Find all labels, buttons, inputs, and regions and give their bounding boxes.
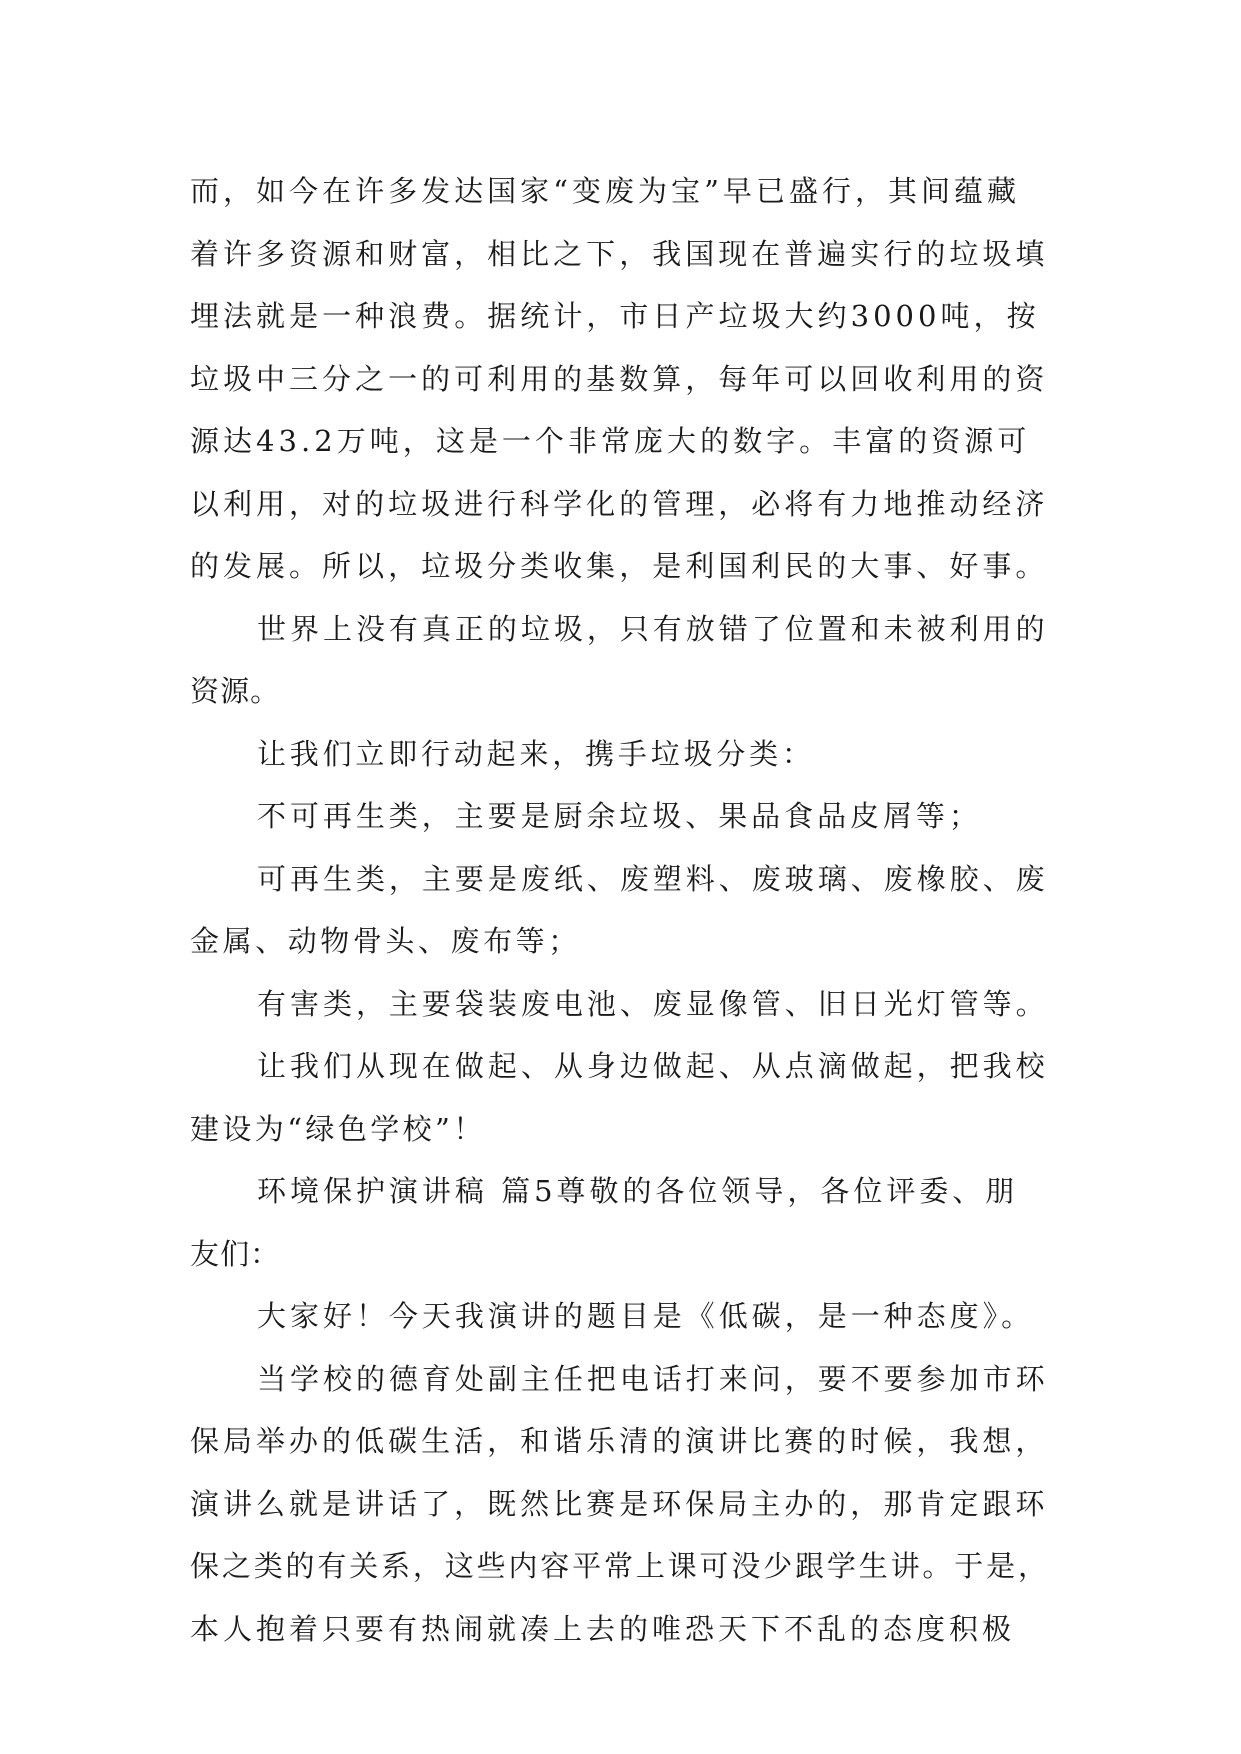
text-line: 让我们从现在做起、从身边做起、从点滴做起，把我校: [257, 1049, 1049, 1083]
text-line: 金属、动物骨头、废布等；: [190, 924, 581, 958]
text-line: 埋法就是一种浪费。据统计，市日产垃圾大约3000吨，按: [190, 299, 1040, 333]
text-line: 的发展。所以，垃圾分类收集，是利国利民的大事、好事。: [190, 549, 1049, 583]
text-line: 让我们立即行动起来，携手垃圾分类：: [257, 736, 815, 771]
text-line: 演讲么就是讲话了，既然比赛是环保局主办的，那肯定跟环: [190, 1486, 1049, 1521]
text-line: 着许多资源和财富，相比之下，我国现在普遍实行的垃圾填: [190, 236, 1049, 271]
text-line: 保局举办的低碳生活，和谐乐清的演讲比赛的时候，我想，: [190, 1424, 1049, 1458]
text-line: 建设为“绿色学校”！: [190, 1111, 486, 1146]
text-line: 以利用，对的垃圾进行科学化的管理，必将有力地推动经济: [190, 486, 1049, 521]
text-line: 可再生类，主要是废纸、废塑料、废玻璃、废橡胶、废: [257, 861, 1049, 896]
text-line: 环境保护演讲稿 篇5尊敬的各位领导，各位评委、朋: [257, 1174, 1019, 1208]
text-line: 世界上没有真正的垃圾，只有放错了位置和未被利用的: [257, 611, 1049, 646]
text-line: 友们：: [190, 1236, 281, 1271]
text-line: 源达43.2万吨，这是一个非常庞大的数字。丰富的资源可: [190, 424, 1031, 458]
text-line: 而，如今在许多发达国家“变废为宝”早已盛行，其间蕴藏: [190, 174, 1021, 208]
body-text: [190, 160, 1060, 1660]
text-line: 保之类的有关系，这些内容平常上课可没少跟学生讲。于是，: [190, 1549, 1050, 1583]
text-line: 当学校的德育处副主任把电话打来问，要不要参加市环: [257, 1361, 1049, 1396]
text-line: 本人抱着只要有热闹就凑上去的唯恐天下不乱的态度积极: [190, 1611, 1016, 1646]
text-line: 有害类，主要袋装废电池、废显像管、旧日光灯管等。: [257, 986, 1049, 1021]
text-line: 垃圾中三分之一的可利用的基数算，每年可以回收利用的资: [190, 361, 1049, 396]
text-line: 资源。: [190, 674, 281, 708]
text-line: 不可再生类，主要是厨余垃圾、果品食品皮屑等；: [257, 799, 982, 833]
text-line: 大家好！今天我演讲的题目是《低碳，是一种态度》。: [257, 1299, 1035, 1333]
